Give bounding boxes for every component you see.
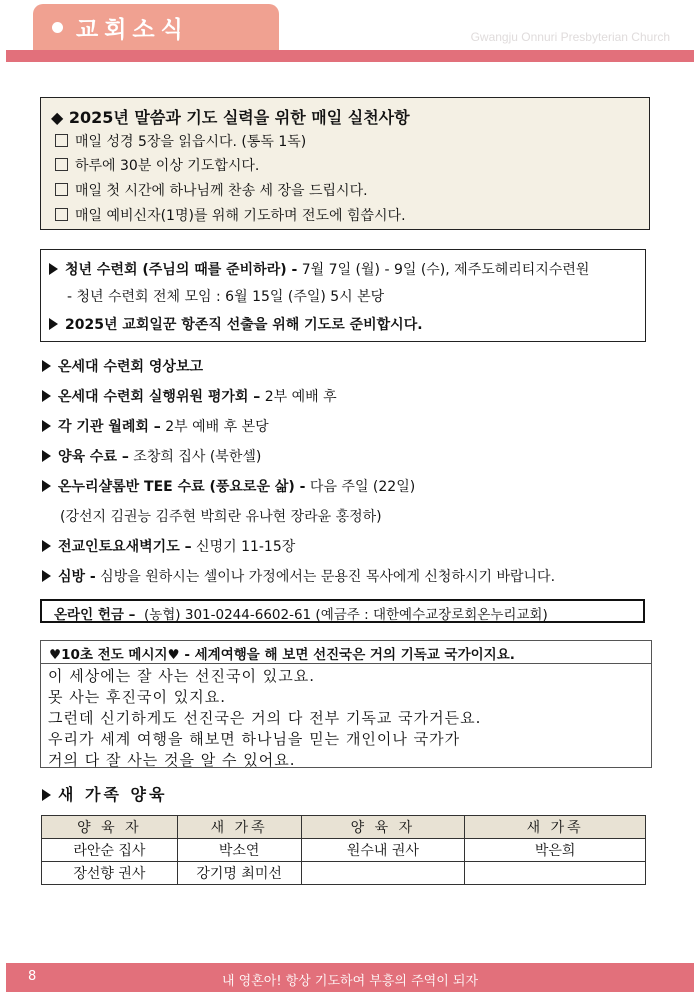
table-cell (301, 862, 465, 885)
offering-account: (농협) 301-0244-6602-61 (예금주 : 대한예수교장로회온누리교회) (143, 607, 548, 623)
page-number: 8 (28, 969, 37, 984)
triangle-bullet-icon (49, 263, 58, 275)
youth-line: 청년 수련회 (주님의 때를 준비하라) - 7월 7일 (월) - 9일 (수), 제주도헤리티지수련원 (49, 259, 589, 279)
new-family-table (41, 815, 646, 885)
table-cell: 장선향 권사 (42, 862, 178, 885)
triangle-bullet-icon (42, 390, 51, 402)
checkbox-icon (55, 158, 68, 171)
triangle-bullet-icon (42, 480, 51, 492)
table-cell: 라안순 집사 (42, 839, 178, 862)
triangle-bullet-icon (42, 789, 51, 801)
triangle-bullet-icon (42, 450, 51, 462)
triangle-bullet-icon (42, 570, 51, 582)
checkbox-icon (55, 134, 68, 147)
church-name: Gwangju Onnuri Presbyterian Church (470, 30, 670, 44)
practice-item: 하루에 30분 이상 기도합시다. (55, 155, 259, 175)
evangelism-message-box (40, 640, 652, 768)
table-cell (465, 862, 646, 885)
online-offering-box (40, 599, 645, 623)
youth-retreat-box (40, 249, 646, 342)
youth-line: - 청년 수련회 전체 모임 : 6월 15일 (주일) 5시 본당 (67, 289, 385, 305)
column-header: 새 가족 (177, 816, 301, 839)
news-item: 전교인토요새벽기도 – 신명기 11-15장 (42, 536, 295, 556)
table-cell: 박소연 (177, 839, 301, 862)
table-row (42, 862, 646, 885)
news-item-names: (강선지 김권능 김주현 박희란 유나현 장라윤 홍정하) (60, 509, 382, 525)
header-bar (6, 50, 694, 62)
triangle-bullet-icon (42, 360, 51, 372)
table-cell: 원수내 권사 (301, 839, 465, 862)
triangle-bullet-icon (42, 540, 51, 552)
column-header: 양 육 자 (301, 816, 465, 839)
table-cell: 강기명 최미선 (177, 862, 301, 885)
news-item: 온누리샬롬반 TEE 수료 (풍요로운 삶) - 다음 주일 (22일) (42, 476, 415, 496)
news-item: 온세대 수련회 실행위원 평가회 – 2부 예배 후 (42, 386, 337, 406)
news-item: 심방 - 심방을 원하시는 셀이나 가정에서는 문용진 목사에게 신청하시기 바랍니다. (42, 566, 555, 586)
evangelism-header: ♥10초 전도 메시지♥ - 세계여행을 해 보면 선진국은 거의 기독교 국가이지요. (41, 641, 651, 664)
table-cell: 박은희 (465, 839, 646, 862)
family-section-title: 새 가족 양육 (42, 782, 167, 805)
checkbox-icon (55, 208, 68, 221)
triangle-bullet-icon (49, 318, 58, 330)
header-bullet-icon (52, 22, 63, 33)
youth-line: 2025년 교회일꾼 항존직 선출을 위해 기도로 준비합시다. (49, 314, 423, 334)
news-item: 양육 수료 – 조창희 집사 (북한셀) (42, 446, 261, 466)
practice-item: 매일 성경 5장을 읽읍시다. (통독 1독) (55, 131, 306, 151)
practice-item: 매일 예비신자(1명)를 위해 기도하며 전도에 힘씁시다. (55, 205, 406, 225)
page-title: 교회소식 (76, 17, 189, 43)
news-item: 각 기관 월례회 – 2부 예배 후 본당 (42, 416, 269, 436)
practice-title: ◆ 2025년 말씀과 기도 실력을 위한 매일 실천사항 (51, 108, 410, 127)
table-header-row (42, 816, 646, 839)
footer-motto: 내 영혼아! 항상 기도하여 부흥의 주역이 되자 (221, 974, 479, 989)
checkbox-icon (55, 183, 68, 196)
table-row (42, 839, 646, 862)
practice-item: 매일 첫 시간에 하나님께 찬송 세 장을 드립시다. (55, 180, 368, 200)
daily-practice-box (40, 97, 650, 230)
evangelism-body: 이 세상에는 잘 사는 선진국이 있고요. 못 사는 후진국이 있지요. 그런데 신기하게도 선진국은 거의 다 전부 기독교 국가거든요. 우리가 세계 여행을 해보면 하나님을 믿는 개인이나 국가가 거의 다 잘 사는 것을 알 수 있어요. (48, 667, 482, 769)
news-item: 온세대 수련회 영상보고 (42, 356, 203, 376)
triangle-bullet-icon (42, 420, 51, 432)
offering-label: 온라인 헌금 – (54, 607, 136, 623)
column-header: 양 육 자 (42, 816, 178, 839)
column-header: 새 가족 (465, 816, 646, 839)
